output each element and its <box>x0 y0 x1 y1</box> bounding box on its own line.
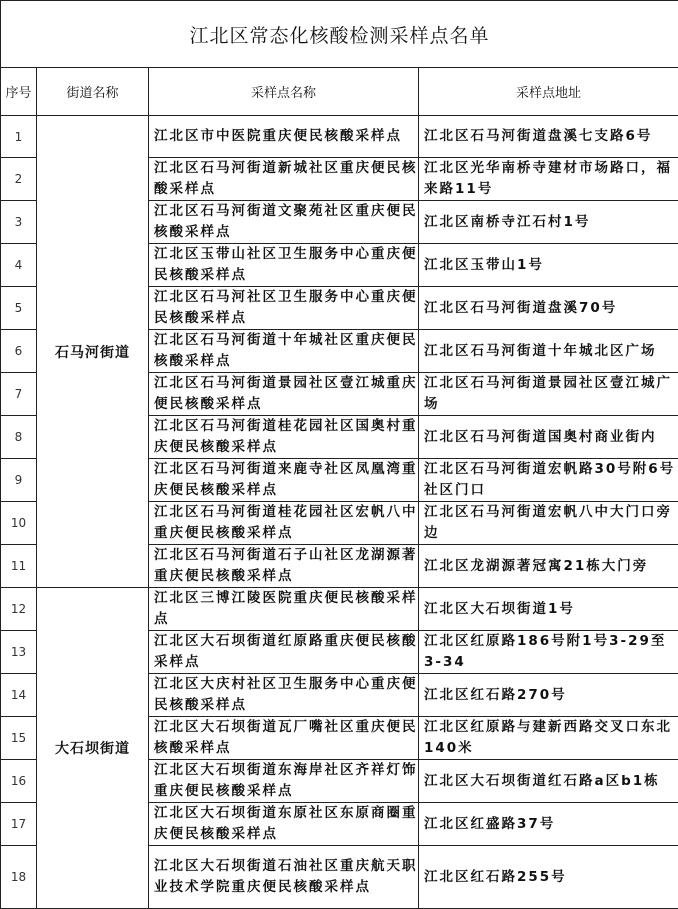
row-index: 10 <box>1 502 37 545</box>
site-name: 江北区石马河街道景园社区壹江城重庆便民核酸采样点 <box>149 373 419 416</box>
row-index: 13 <box>1 631 37 674</box>
site-address: 江北区红原路186号附1号3-29至3-34 <box>419 631 678 674</box>
site-name: 江北区石马河街道桂花园社区国奥村重庆便民核酸采样点 <box>149 416 419 459</box>
site-name: 江北区石马河街道文聚苑社区重庆便民核酸采样点 <box>149 201 419 244</box>
site-name: 江北区石马河街道新城社区重庆便民核酸采样点 <box>149 158 419 201</box>
site-address: 江北区红石路255号 <box>419 846 678 909</box>
site-address: 江北区红盛路37号 <box>419 803 678 846</box>
row-index: 17 <box>1 803 37 846</box>
table-row <box>1 116 678 158</box>
site-name: 江北区石马河街道来鹿寺社区凤凰湾重庆便民核酸采样点 <box>149 459 419 502</box>
site-address: 江北区石马河街道宏帆八中大门口旁边 <box>419 502 678 545</box>
site-name: 江北区石马河街道十年城社区重庆便民核酸采样点 <box>149 330 419 373</box>
site-name: 江北区大石坝街道东原社区东原商圈重庆便民核酸采样点 <box>149 803 419 846</box>
row-index: 7 <box>1 373 37 416</box>
table-header <box>1 68 678 116</box>
row-index: 3 <box>1 201 37 244</box>
row-index: 9 <box>1 459 37 502</box>
row-index: 14 <box>1 674 37 717</box>
site-name: 江北区石马河街道桂花园社区宏帆八中重庆便民核酸采样点 <box>149 502 419 545</box>
row-index: 5 <box>1 287 37 330</box>
row-index: 11 <box>1 545 37 588</box>
row-index: 12 <box>1 588 37 631</box>
table-row <box>1 588 678 631</box>
site-name: 江北区石马河社区卫生服务中心重庆便民核酸采样点 <box>149 287 419 330</box>
page-title: 江北区常态化核酸检测采样点名单 <box>1 1 678 68</box>
site-address: 江北区红原路与建新西路交叉口东北140米 <box>419 717 678 760</box>
site-name: 江北区市中医院重庆便民核酸采样点 <box>149 116 419 158</box>
row-index: 1 <box>1 116 37 158</box>
site-name: 江北区大石坝街道瓦厂嘴社区重庆便民核酸采样点 <box>149 717 419 760</box>
header-street: 街道名称 <box>37 68 149 116</box>
site-name: 江北区大石坝街道东海岸社区齐祥灯饰重庆便民核酸采样点 <box>149 760 419 803</box>
site-address: 江北区石马河街道十年城北区广场 <box>419 330 678 373</box>
row-index: 6 <box>1 330 37 373</box>
site-address: 江北区红石路270号 <box>419 674 678 717</box>
row-index: 15 <box>1 717 37 760</box>
site-address: 江北区南桥寺江石村1号 <box>419 201 678 244</box>
row-index: 8 <box>1 416 37 459</box>
site-address: 江北区光华南桥寺建材市场路口，福来路11号 <box>419 158 678 201</box>
site-address: 江北区石马河街道宏帆路30号附6号社区门口 <box>419 459 678 502</box>
header-site-address: 采样点地址 <box>419 68 678 116</box>
site-name: 江北区大石坝街道石油社区重庆航天职业技术学院重庆便民核酸采样点 <box>149 846 419 909</box>
header-index: 序号 <box>1 68 37 116</box>
site-name: 江北区大庆村社区卫生服务中心重庆便民核酸采样点 <box>149 674 419 717</box>
site-address: 江北区石马河街道国奥村商业街内 <box>419 416 678 459</box>
street-name: 石马河街道 <box>37 116 149 588</box>
row-index: 18 <box>1 846 37 909</box>
site-address: 江北区龙湖源著冠寓21栋大门旁 <box>419 545 678 588</box>
site-address: 江北区石马河街道盘溪七支路6号 <box>419 116 678 158</box>
site-address: 江北区玉带山1号 <box>419 244 678 287</box>
table-body <box>1 116 678 909</box>
row-index: 4 <box>1 244 37 287</box>
street-name: 大石坝街道 <box>37 588 149 909</box>
site-address: 江北区石马河街道盘溪70号 <box>419 287 678 330</box>
site-address: 江北区石马河街道景园社区壹江城广场 <box>419 373 678 416</box>
site-name: 江北区大石坝街道红原路重庆便民核酸采样点 <box>149 631 419 674</box>
header-site-name: 采样点名称 <box>149 68 419 116</box>
site-name: 江北区三博江陵医院重庆便民核酸采样点 <box>149 588 419 631</box>
row-index: 2 <box>1 158 37 201</box>
site-name: 江北区玉带山社区卫生服务中心重庆便民核酸采样点 <box>149 244 419 287</box>
site-address: 江北区大石坝街道1号 <box>419 588 678 631</box>
row-index: 16 <box>1 760 37 803</box>
site-name: 江北区石马河街道石子山社区龙湖源著重庆便民核酸采样点 <box>149 545 419 588</box>
site-address: 江北区大石坝街道红石路a区b1栋 <box>419 760 678 803</box>
